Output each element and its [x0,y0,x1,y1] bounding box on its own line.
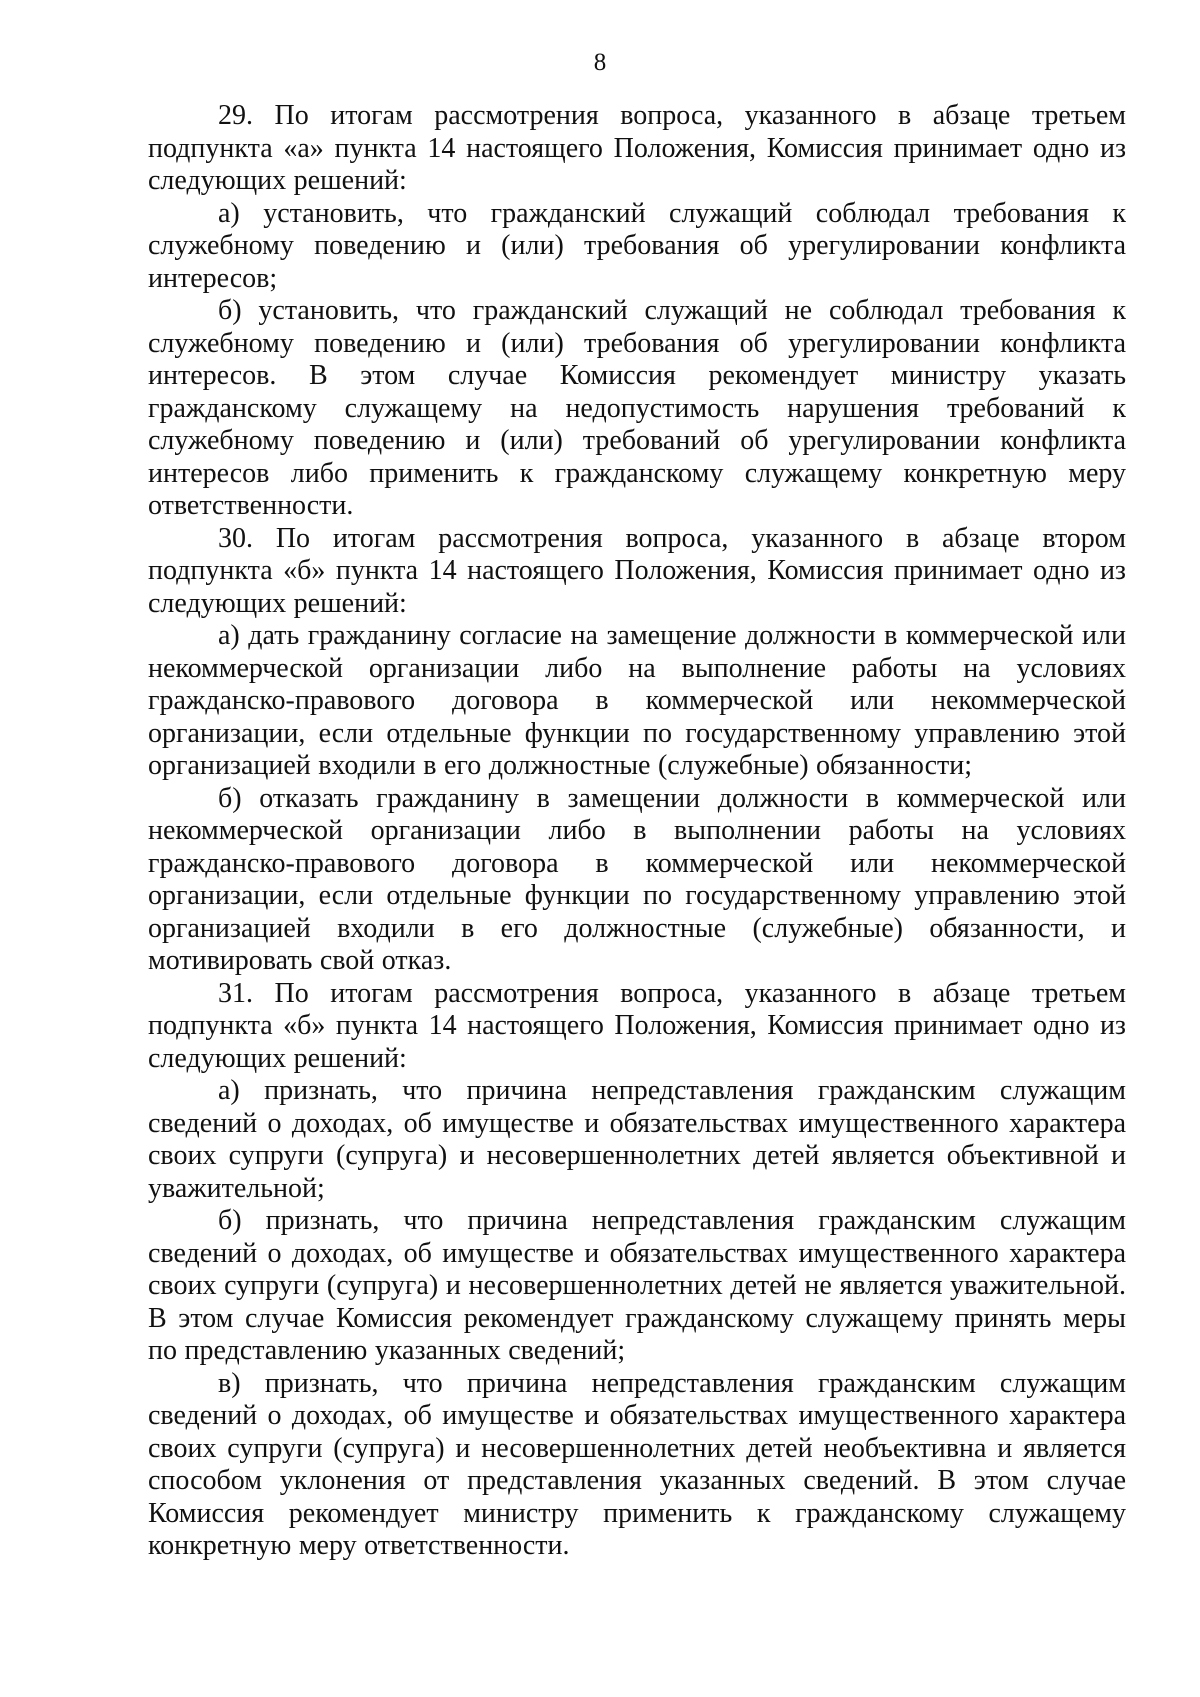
paragraph-29: 29. По итогам рассмотрения вопроса, указанного в абзаце третьем подпункта «а» пункта 14 настоящего Положения, Комиссия принимает одно из следующих решений: [148,100,1126,196]
paragraph-29-a: а) установить, что гражданский служащий соблюдал требования к служебному поведению и (или) требования об урегулировании конфликта интересов; [148,197,1126,294]
document-body [148,100,1126,1563]
paragraph-30-a: а) дать гражданину согласие на замещение должности в коммерческой или некоммерческой организации либо на выполнение работы на условиях гражданско-правового договора в коммерческой или некоммерческой организации, если отдельные функции по государственному управлению этой организацией входили в его должностные (служебные) обязанности; [148,620,1126,781]
paragraph-31: 31. По итогам рассмотрения вопроса, указанного в абзаце третьем подпункта «б» пункта 14 настоящего Положения, Комиссия принимает одно из следующих решений: [148,977,1126,1074]
paragraph-31-v: в) признать, что причина непредставления гражданским служащим сведений о доходах, об имуществе и обязательствах имущественного характера своих супруги (супруга) и несовершеннолетних детей необъективна и является способом уклонения от представления указанных сведений. В этом случае Комиссия рекомендует министру применить к гражданскому служащему конкретную меру ответственности. [148,1367,1126,1561]
paragraph-29-b: б) установить, что гражданский служащий не соблюдал требования к служебному поведению и (или) требования об урегулировании конфликта интересов. В этом случае Комиссия рекомендует министру указать гражданскому служащему на недопустимость нарушения требований к служебному поведению и (или) требований об урегулировании конфликта интересов либо применить к гражданскому служащему конкретную меру ответственности. [148,295,1126,521]
paragraph-31-a: а) признать, что причина непредставления гражданским служащим сведений о доходах, об имуществе и обязательствах имущественного характера своих супруги (супруга) и несовершеннолетних детей является объективной и уважительной; [148,1075,1126,1204]
paragraph-30-b: б) отказать гражданину в замещении должности в коммерческой или некоммерческой организации либо в выполнении работы на условиях гражданско-правового договора в коммерческой или некоммерческой организации, если отдельные функции по государственному управлению этой организацией входили в его должностные (служебные) обязанности, и мотивировать свой отказ. [148,782,1126,976]
paragraph-31-b: б) признать, что причина непредставления гражданским служащим сведений о доходах, об имуществе и обязательствах имущественного характера своих супруги (супруга) и несовершеннолетних детей не является уважительной. В этом случае Комиссия рекомендует гражданскому служащему принять меры по представлению указанных сведений; [148,1205,1126,1366]
paragraph-30: 30. По итогам рассмотрения вопроса, указанного в абзаце втором подпункта «б» пункта 14 настоящего Положения, Комиссия принимает одно из следующих решений: [148,522,1126,619]
page-number: 8 [593,49,607,76]
